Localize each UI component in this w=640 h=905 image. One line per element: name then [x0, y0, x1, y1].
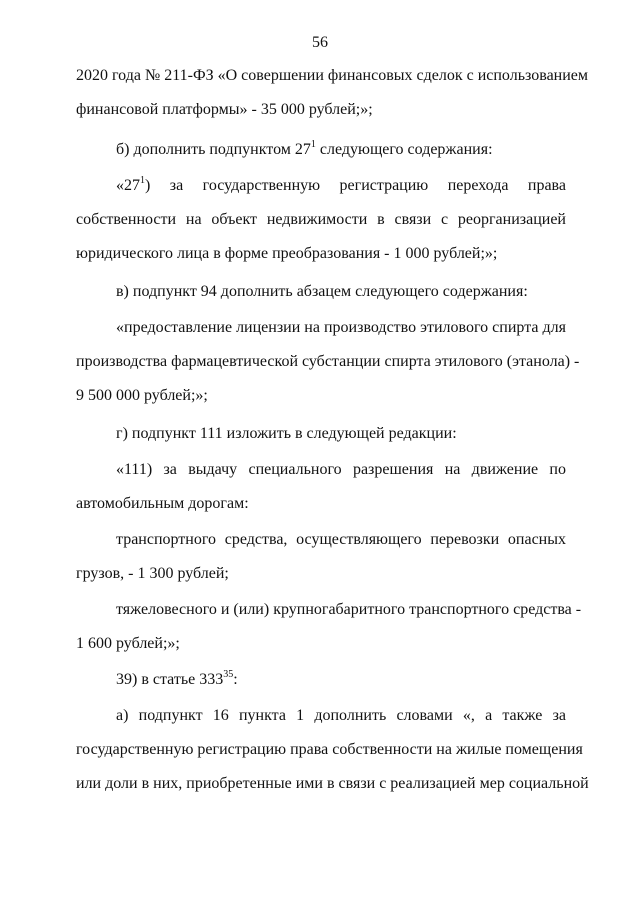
text-line-1: 2020 года № 211-ФЗ «О совершении финансовых сделок с использованием — [76, 67, 589, 84]
paragraph-a: а) подпункт 16 пункта 1 дополнить словами «, а также за — [116, 707, 566, 724]
superscript-1: 1 — [310, 138, 316, 150]
text-line-15: грузов, - 1 300 рублей; — [76, 565, 229, 582]
text-line-13: автомобильным дорогам: — [76, 495, 249, 512]
text-line-21: или доли в них, приобретенные ими в связи с реализацией мер социальной — [76, 775, 589, 792]
text-line-2: финансовой платформы» - 35 000 рублей;»; — [76, 101, 373, 118]
text-line-5: собственности на объект недвижимости в связи с реорганизацией — [76, 211, 566, 228]
text-line-20: государственную регистрацию права собственности на жилые помещения — [76, 741, 583, 758]
paragraph-dangerous: транспортного средства, осуществляющего перевозки опасных — [116, 531, 566, 548]
paragraph-27-1-text: ) за государственную регистрацию перехода права — [145, 177, 566, 194]
paragraph-27-1 — [116, 176, 566, 196]
paragraph-39 — [116, 670, 566, 690]
paragraph-v: в) подпункт 94 дополнить абзацем следующего содержания: — [116, 283, 528, 300]
paragraph-b-text-cont: следующего содержания: — [315, 141, 493, 158]
paragraph-39-text: 39) в статье 333 — [116, 671, 224, 688]
paragraph-b-text: б) дополнить подпунктом 27 — [116, 141, 311, 158]
paragraph-license: «предоставление лицензии на производство этилового спирта для — [116, 319, 566, 336]
paragraph-b — [116, 140, 566, 160]
superscript-1b: 1 — [140, 174, 145, 186]
paragraph-39-colon: : — [233, 671, 238, 688]
page-number: 56 — [312, 34, 328, 51]
text-line-17: 1 600 рублей;»; — [76, 635, 180, 652]
paragraph-g: г) подпункт 111 изложить в следующей редакции: — [116, 425, 457, 442]
text-line-10: 9 500 000 рублей;»; — [76, 387, 208, 404]
superscript-35: 35 — [223, 668, 234, 680]
text-line-9: производства фармацевтической субстанции спирта этилового (этанола) - — [76, 353, 580, 370]
paragraph-heavy: тяжеловесного и (или) крупногабаритного транспортного средства - — [116, 601, 582, 618]
text-line-6: юридического лица в форме преобразования - 1 000 рублей;»; — [76, 245, 498, 262]
paragraph-27-1-quote: «27 — [116, 177, 140, 194]
paragraph-111: «111) за выдачу специального разрешения на движение по — [116, 461, 566, 478]
